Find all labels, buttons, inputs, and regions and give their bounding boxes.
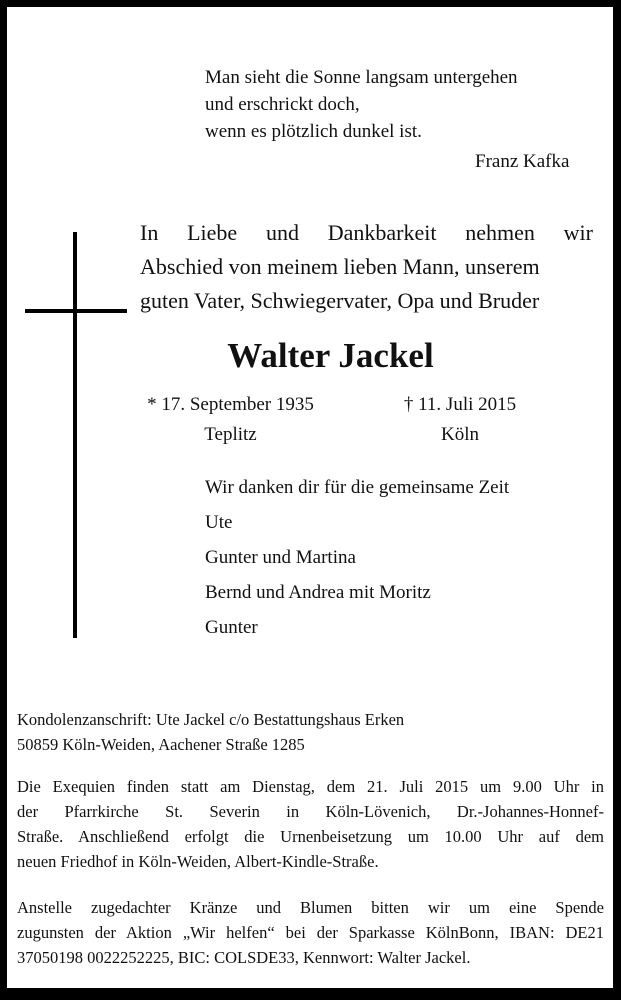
- quote-line: Man sieht die Sonne langsam untergehen: [205, 67, 518, 88]
- deceased-name: Walter Jackel: [227, 336, 434, 375]
- mourner-name: Gunter: [205, 617, 258, 638]
- service-line: Straße. Anschließend erfolgt die Urnenbeisetzung um 10.00 Uhr auf dem: [17, 827, 604, 846]
- birth-info: [138, 390, 323, 450]
- quote-author: Franz Kafka: [475, 151, 570, 172]
- service-line: neuen Friedhof in Köln-Weiden, Albert-Kindle-Straße.: [17, 852, 379, 871]
- mourner-name: Gunter und Martina: [205, 547, 356, 568]
- donation-line: zugunsten der Aktion „Wir helfen“ bei der Sparkasse KölnBonn, IBAN: DE21: [17, 923, 604, 942]
- intro-line: guten Vater, Schwiegervater, Opa und Bruder: [140, 288, 540, 313]
- cross-horizontal-bar: [25, 309, 127, 313]
- service-details: [17, 774, 604, 874]
- cross-vertical-bar: [73, 232, 77, 638]
- mourners-heading: Wir danken dir für die gemeinsame Zeit: [205, 477, 510, 498]
- death-place: Köln: [441, 424, 479, 445]
- address-line: Kondolenzanschrift: Ute Jackel c/o Bestattungshaus Erken: [17, 710, 405, 729]
- donation-line: Anstelle zugedachter Kränze und Blumen bitten wir um eine Spende: [17, 898, 604, 917]
- condolence-address: [17, 707, 604, 757]
- donation-request: [17, 895, 604, 970]
- intro-text: [140, 216, 593, 318]
- service-line: Die Exequien finden statt am Dienstag, dem 21. Juli 2015 um 9.00 Uhr in: [17, 777, 604, 796]
- quote-line: wenn es plötzlich dunkel ist.: [205, 121, 422, 142]
- address-line: 50859 Köln-Weiden, Aachener Straße 1285: [17, 735, 305, 754]
- quote-line: und erschrickt doch,: [205, 94, 360, 115]
- donation-line: 37050198 0022252225, BIC: COLSDE33, Kennwort: Walter Jackel.: [17, 948, 471, 967]
- birth-date: * 17. September 1935: [147, 394, 314, 415]
- kafka-quote: [205, 64, 518, 145]
- mourner-name: Ute: [205, 512, 233, 533]
- death-date: † 11. Juli 2015: [403, 394, 517, 415]
- service-line: der Pfarrkirche St. Severin in Köln-Lövenich, Dr.-Johannes-Honnef-: [17, 802, 604, 821]
- intro-line: In Liebe und Dankbarkeit nehmen wir: [140, 220, 593, 245]
- intro-line: Abschied von meinem lieben Mann, unserem: [140, 254, 540, 279]
- birth-place: Teplitz: [204, 424, 257, 445]
- mourners-list: [205, 470, 509, 645]
- mourner-name: Bernd und Andrea mit Moritz: [205, 582, 431, 603]
- death-info: [390, 390, 530, 450]
